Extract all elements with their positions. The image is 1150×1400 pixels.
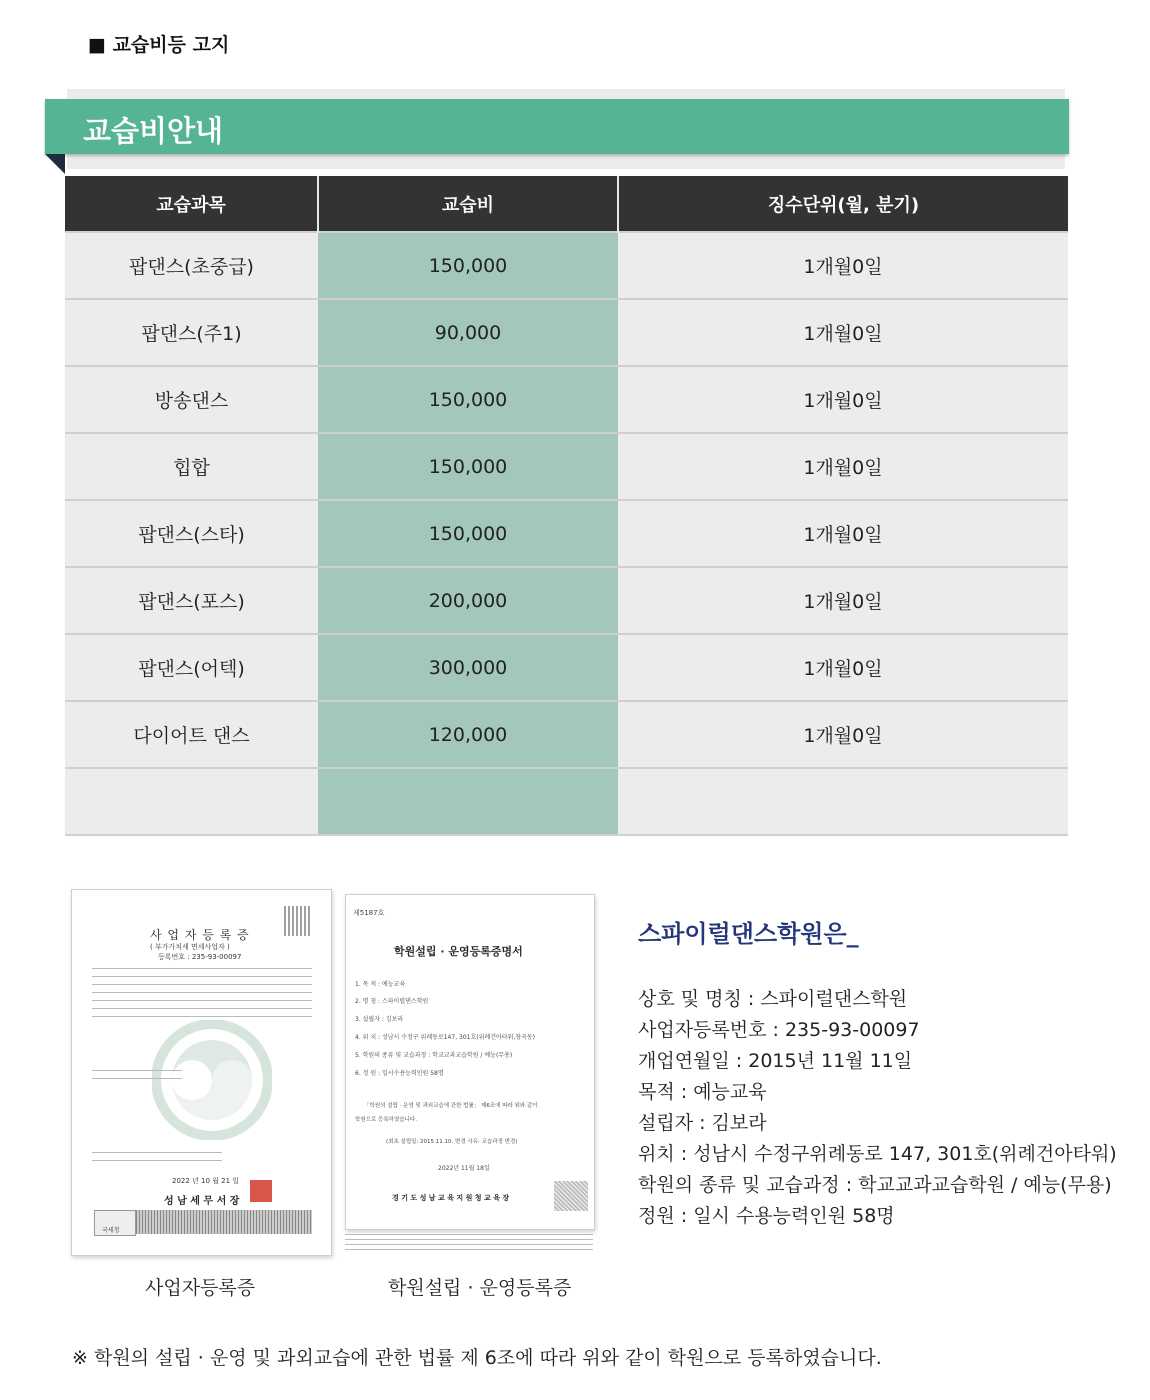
cert-statement: 학원으로 등록하였습니다. bbox=[355, 1117, 417, 1123]
subject-cell: 팝댄스(어텍) bbox=[65, 634, 318, 701]
cert-text-lines bbox=[92, 1070, 182, 1086]
table-row bbox=[65, 567, 1068, 634]
cert-issuer: 성 남 세 무 서 장 bbox=[164, 1196, 240, 1207]
unit-cell: 1개월0일 bbox=[618, 567, 1068, 634]
cert-date: 2022년 11월 18일 bbox=[438, 1165, 490, 1172]
unit-cell: 1개월0일 bbox=[618, 232, 1068, 299]
business-registration-certificate[interactable] bbox=[71, 889, 332, 1256]
cert-item: 5. 학원의 종류 및 교습과정 : 학교교과교습학원 / 예능(무용) bbox=[355, 1052, 513, 1059]
unit-cell: 1개월0일 bbox=[618, 299, 1068, 366]
info-line: 학원의 종류 및 교습과정 : 학교교과교습학원 / 예능(무용) bbox=[638, 1174, 1112, 1196]
fee-cell: 300,000 bbox=[318, 634, 618, 701]
cert-date: 2022 년 10 월 21 일 bbox=[172, 1177, 240, 1185]
notice-title: ■ 교습비등 고지 bbox=[88, 34, 230, 56]
info-line: 설립자 : 김보라 bbox=[638, 1112, 767, 1134]
fee-cell: 150,000 bbox=[318, 232, 618, 299]
header-unit: 징수단위(월, 분기) bbox=[618, 176, 1068, 232]
cert-number: 제5187호 bbox=[353, 909, 385, 917]
fee-cell: 200,000 bbox=[318, 567, 618, 634]
cert-title: 학원설립 · 운영등록증명서 bbox=[394, 945, 523, 958]
subject-cell: 팝댄스(주1) bbox=[65, 299, 318, 366]
cert-reg-no: 등록번호 : 235-93-00097 bbox=[158, 953, 242, 961]
cert-title: 사 업 자 등 록 증 bbox=[150, 928, 250, 942]
fee-cell bbox=[318, 768, 618, 835]
unit-cell: 1개월0일 bbox=[618, 500, 1068, 567]
info-line: 목적 : 예능교육 bbox=[638, 1081, 767, 1103]
info-line: 사업자등록번호 : 235-93-00097 bbox=[638, 1019, 920, 1041]
unit-cell: 1개월0일 bbox=[618, 366, 1068, 433]
table-row bbox=[65, 500, 1068, 567]
banner bbox=[45, 99, 1069, 154]
caption-academy-registration: 학원설립 · 운영등록증 bbox=[388, 1277, 572, 1299]
fee-table bbox=[65, 176, 1068, 836]
table-row bbox=[65, 433, 1068, 500]
barcode-strip bbox=[136, 1210, 312, 1234]
table-row bbox=[65, 232, 1068, 299]
footnote: ※ 학원의 설립 · 운영 및 과외교습에 관한 법률 제 6조에 따라 위와 같이 학원으로 등록하였습니다. bbox=[72, 1347, 882, 1369]
cert-issuer: 경 기 도 성 남 교 육 지 원 청 교 육 장 bbox=[392, 1194, 510, 1202]
table-row bbox=[65, 634, 1068, 701]
unit-cell bbox=[618, 768, 1068, 835]
cert-item: 3. 설립자 : 김보라 bbox=[355, 1016, 404, 1023]
nts-logo-text: 국세청 bbox=[102, 1227, 120, 1234]
caption-business-registration: 사업자등록증 bbox=[145, 1277, 256, 1299]
subject-cell bbox=[65, 768, 318, 835]
info-line: 개업연월일 : 2015년 11월 11일 bbox=[638, 1050, 913, 1072]
table-row bbox=[65, 366, 1068, 433]
info-title: 스파이럴댄스학원은_ bbox=[638, 920, 859, 948]
header-subject: 교습과목 bbox=[65, 176, 318, 232]
subject-cell: 다이어트 댄스 bbox=[65, 701, 318, 768]
banner-title: 교습비안내 bbox=[83, 114, 224, 148]
unit-cell: 1개월0일 bbox=[618, 433, 1068, 500]
red-stamp-icon bbox=[250, 1180, 272, 1202]
cert-item: 6. 정 원 : 일시수용능력인원 58명 bbox=[355, 1070, 444, 1077]
subject-cell: 팝댄스(초중급) bbox=[65, 232, 318, 299]
table-header-row bbox=[65, 176, 1068, 232]
nts-logo-icon bbox=[94, 1210, 136, 1236]
fee-cell: 150,000 bbox=[318, 366, 618, 433]
subject-cell: 팝댄스(스타) bbox=[65, 500, 318, 567]
table-row bbox=[65, 701, 1068, 768]
header-fee: 교습비 bbox=[318, 176, 618, 232]
academy-registration-certificate[interactable] bbox=[345, 894, 595, 1230]
table-row bbox=[65, 299, 1068, 366]
subject-cell: 팝댄스(포스) bbox=[65, 567, 318, 634]
cert-text-lines bbox=[92, 968, 312, 1018]
official-seal-icon bbox=[554, 1181, 588, 1211]
cert-item: 2. 명 칭 : 스파이럴댄스학원 bbox=[355, 998, 429, 1005]
cert-item: 1. 목 적 : 예능교육 bbox=[355, 981, 406, 988]
cert-history: (최초 설립일: 2015.11.10. 변경 사유: 교습과정 변경) bbox=[386, 1139, 518, 1145]
subject-cell: 힙합 bbox=[65, 433, 318, 500]
banner-fold bbox=[45, 154, 65, 174]
cert-text-lines bbox=[92, 1152, 222, 1168]
cert-subtitle: ( 부가가치세 면세사업자 ) bbox=[150, 943, 230, 951]
table-row bbox=[65, 768, 1068, 835]
info-line: 상호 및 명칭 : 스파이럴댄스학원 bbox=[638, 988, 908, 1010]
info-line: 위치 : 성남시 수정구위례동로 147, 301호(위례건아타워) bbox=[638, 1143, 1117, 1165]
cert-statement: 「학원의 설립 · 운영 및 과외교습에 관한 법률」 제6조에 따라 위와 같이 bbox=[364, 1103, 538, 1109]
fee-cell: 120,000 bbox=[318, 701, 618, 768]
cert-fine-print bbox=[345, 1234, 593, 1254]
qr-code-icon bbox=[284, 906, 310, 936]
fee-cell: 90,000 bbox=[318, 299, 618, 366]
fee-cell: 150,000 bbox=[318, 433, 618, 500]
subject-cell: 방송댄스 bbox=[65, 366, 318, 433]
fee-cell: 150,000 bbox=[318, 500, 618, 567]
cert-item: 4. 위 치 : 성남시 수정구 위례동로147, 301호(위례건아타워,창곡동) bbox=[355, 1034, 536, 1041]
info-line: 정원 : 일시 수용능력인원 58명 bbox=[638, 1205, 895, 1227]
unit-cell: 1개월0일 bbox=[618, 634, 1068, 701]
unit-cell: 1개월0일 bbox=[618, 701, 1068, 768]
